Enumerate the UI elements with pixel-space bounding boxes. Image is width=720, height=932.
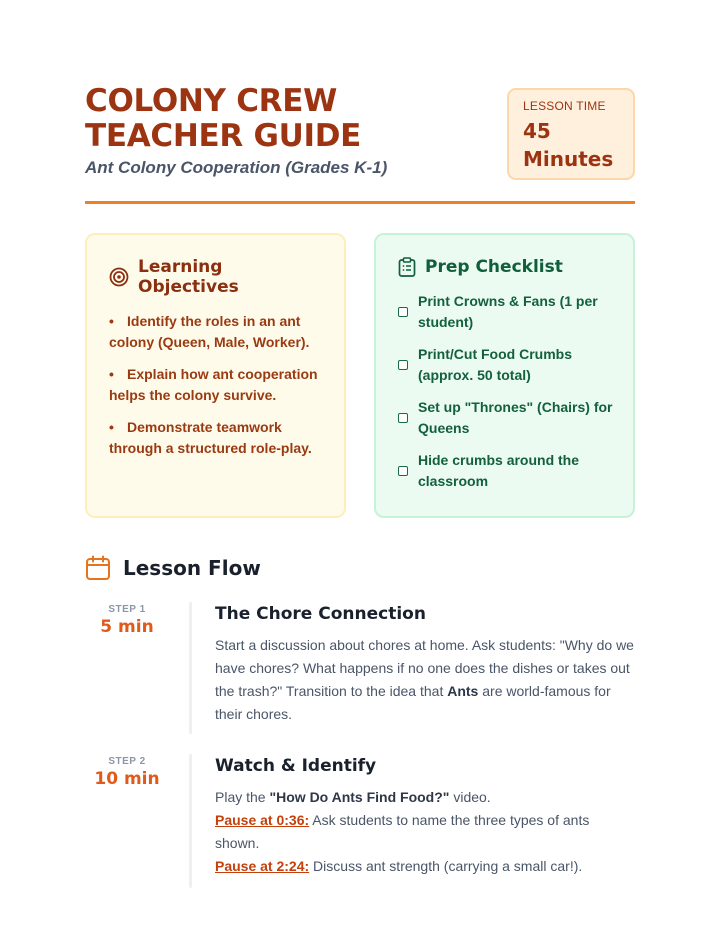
lesson-time-box: [507, 88, 635, 180]
step-text: Start a discussion about chores at home. Ask students: "Why do we have chores? What happens if no one does the dishes or takes out the trash?" Transition to the idea that: [215, 637, 634, 699]
objective-item: [109, 364, 324, 406]
objective-text: Explain how ant cooperation helps the colony survive.: [109, 366, 318, 403]
checklist-item[interactable]: [398, 344, 613, 386]
step-label: STEP 1: [108, 604, 146, 615]
video-instruction: [215, 786, 635, 809]
objective-text: Identify the roles in an ant colony (Queen, Male, Worker).: [109, 313, 310, 350]
step-meta: [85, 602, 169, 637]
objective-text: Demonstrate teamwork through a structured role-play.: [109, 419, 312, 456]
step-text: Ask students to name the three types of ants shown.: [215, 812, 590, 851]
video-title: "How Do Ants Find Food?": [269, 789, 450, 805]
checkbox[interactable]: [398, 413, 408, 423]
step-duration: 10 min: [94, 769, 160, 789]
step-meta: [85, 754, 169, 789]
bullet: •: [109, 366, 114, 382]
prep-checklist-title: Prep Checklist: [425, 257, 563, 277]
pause-instruction: [215, 809, 635, 855]
step-bold-text: Ants: [447, 683, 479, 699]
lesson-flow-header: [85, 555, 261, 581]
step-text: Play the: [215, 789, 270, 805]
checklist-text: Set up "Thrones" (Chairs) for Queens: [418, 399, 613, 436]
checklist-item[interactable]: [398, 397, 613, 439]
step-body: [215, 754, 635, 878]
checklist-item[interactable]: [398, 291, 613, 333]
page-title: COLONY CREW TEACHER GUIDE: [85, 83, 362, 154]
clipboard-icon: [398, 257, 416, 277]
prep-checklist-header: [398, 257, 613, 277]
lesson-time-value: 45 Minutes: [523, 119, 614, 171]
step-duration: 5 min: [100, 617, 154, 637]
checklist-item[interactable]: [398, 450, 613, 492]
timeline-line: [189, 602, 192, 734]
checkbox[interactable]: [398, 466, 408, 476]
learning-objectives-title: Learning Objectives: [138, 257, 239, 297]
learning-objectives-header: [109, 257, 324, 297]
objectives-list: [109, 311, 324, 459]
timeline-line: [189, 754, 192, 888]
bullet: •: [109, 313, 114, 329]
prep-list: [398, 291, 613, 492]
step-text: video.: [449, 789, 491, 805]
checkbox[interactable]: [398, 360, 408, 370]
checkbox[interactable]: [398, 307, 408, 317]
checklist-text: Print Crowns & Fans (1 per student): [418, 293, 598, 330]
objective-item: [109, 311, 324, 353]
checklist-text: Print/Cut Food Crumbs (approx. 50 total): [418, 346, 572, 383]
lesson-time-label: LESSON TIME: [523, 99, 606, 113]
bullet: •: [109, 419, 114, 435]
page-subtitle: Ant Colony Cooperation (Grades K-1): [85, 158, 388, 177]
pause-instruction: [215, 855, 635, 878]
step-description: [215, 634, 635, 726]
lesson-flow-title: Lesson Flow: [123, 556, 261, 580]
learning-objectives-card: [85, 233, 346, 518]
step-text: are world-famous for their chores.: [215, 683, 611, 722]
objective-item: [109, 417, 324, 459]
step-body: [215, 602, 635, 726]
pause-timestamp-link[interactable]: Pause at 0:36:: [215, 812, 310, 828]
checklist-text: Hide crumbs around the classroom: [418, 452, 580, 489]
step-label: STEP 2: [108, 756, 146, 767]
calendar-icon: [85, 555, 111, 581]
step-description: [215, 786, 635, 878]
header-divider: [85, 201, 635, 204]
step-text: Discuss ant strength (carrying a small car!).: [309, 858, 583, 874]
pause-timestamp-link[interactable]: Pause at 2:24:: [215, 858, 310, 874]
target-icon: [109, 267, 129, 287]
step-title: Watch & Identify: [215, 756, 377, 776]
step-title: The Chore Connection: [215, 604, 426, 624]
prep-checklist-card: [374, 233, 635, 518]
